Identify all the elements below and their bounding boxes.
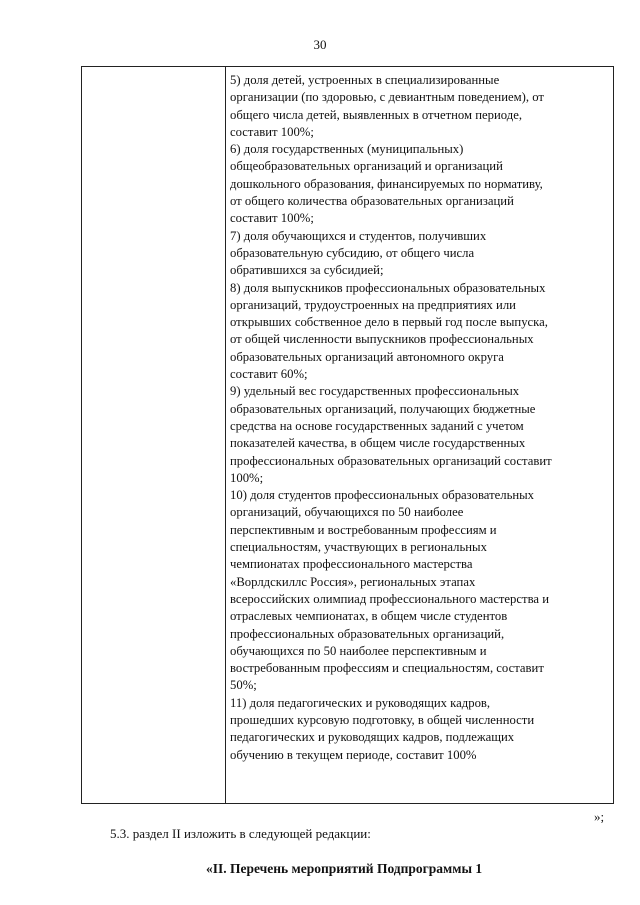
table-cell-line: составит 100%; — [230, 124, 314, 139]
table-cell-line: специальностям, участвующих в региональных — [230, 540, 487, 555]
table-cell-line: всероссийских олимпиад профессионального мастерства и — [230, 591, 549, 606]
table-cell-line: образовательных организаций автономного округа — [230, 349, 504, 364]
table-cell-line: 5) доля детей, устроенных в специализированные — [230, 73, 500, 87]
table-cell-line: организаций, трудоустроенных на предприятиях или — [230, 297, 516, 312]
table-cell-line: 11) доля педагогических и руководящих кадров, — [230, 695, 491, 710]
table-cell-line: обучению в текущем периоде, составит 100% — [230, 747, 477, 762]
table-cell-line: перспективным и востребованным профессиям и — [230, 522, 497, 537]
table-cell-line: 10) доля студентов профессиональных образовательных — [230, 488, 535, 503]
table-cell-line: общего числа детей, выявленных в отчетном периоде, — [230, 107, 523, 122]
table-cell-line: обучающихся по 50 наиболее перспективным и — [230, 643, 487, 658]
closing-quote-mark: »; — [594, 809, 605, 824]
table-cell-line: обратившихся за субсидией; — [230, 263, 384, 278]
table-cell-line: открывших собственное дело в первый год после выпуска, — [230, 315, 548, 330]
table-cell-line: профессиональных образовательных организаций составит — [230, 453, 552, 468]
table-cell-line: чемпионатах профессионального мастерства — [230, 557, 473, 572]
table-cell-line: организации (по здоровью, с девиантным поведением), от — [230, 90, 544, 105]
page-number: 30 — [313, 37, 327, 52]
table-cell-line: от общей численности выпускников профессиональных — [230, 332, 534, 347]
table-cell-line: 8) доля выпускников профессиональных образовательных — [230, 280, 546, 295]
table-cell-line: востребованным профессиям и специальностям, составит — [230, 661, 544, 676]
amendment-instruction: 5.3. раздел II изложить в следующей редакции: — [110, 826, 371, 841]
document-table — [81, 66, 614, 804]
table-cell-line: показателей качества, в общем числе государственных — [230, 436, 526, 451]
table-cell-line: 50%; — [230, 678, 257, 693]
table-cell-line: образовательную субсидию, от общего числа — [230, 245, 475, 260]
table-cell-line: от общего количества образовательных организаций — [230, 194, 514, 209]
table-cell-line: 100%; — [230, 470, 264, 485]
table-cell-line: педагогических и руководящих кадров, подлежащих — [230, 730, 515, 745]
section-heading: «II. Перечень мероприятий Подпрограммы 1 — [206, 861, 483, 876]
table-cell-line: отраслевых чемпионатах, в общем числе студентов — [230, 609, 508, 624]
table-cell-line: дошкольного образования, финансируемых по нормативу, — [230, 176, 543, 191]
table-cell-line: 6) доля государственных (муниципальных) — [230, 142, 464, 157]
table-cell-line: профессиональных образовательных организаций, — [230, 626, 505, 641]
table-cell-line: составит 60%; — [230, 367, 308, 382]
table-cell-line: «Ворлдскиллс Россия», региональных этапах — [230, 574, 476, 589]
table-cell-line: средства на основе государственных заданий с учетом — [230, 418, 524, 433]
table-cell-line: прошедших курсовую подготовку, в общей численности — [230, 712, 535, 727]
table-cell-line: 9) удельный вес государственных профессиональных — [230, 384, 520, 399]
table-cell-line: составит 100%; — [230, 211, 314, 226]
table-cell-line: организаций, обучающихся по 50 наиболее — [230, 505, 464, 520]
table-cell-line: общеобразовательных организаций и организаций — [230, 159, 503, 174]
table-cell-text — [230, 72, 614, 764]
table-cell-line: 7) доля обучающихся и студентов, получивших — [230, 228, 487, 243]
table-column-divider — [225, 67, 226, 803]
table-cell-line: образовательных организаций, получающих бюджетные — [230, 401, 536, 416]
